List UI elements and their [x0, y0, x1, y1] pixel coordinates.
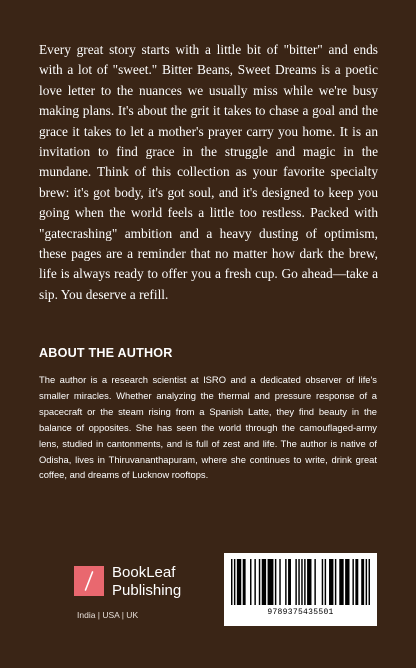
publisher-regions: India | USA | UK	[77, 610, 139, 620]
barcode-bar	[250, 559, 251, 605]
barcode-bar	[231, 559, 232, 605]
barcode-bar	[285, 559, 286, 605]
barcode-bar	[268, 559, 274, 605]
barcode-bar	[322, 559, 323, 605]
isbn-number: 9789375435501	[267, 608, 334, 617]
publisher-name-line1: BookLeaf	[112, 564, 176, 581]
barcode-bar	[254, 559, 255, 605]
barcode-bars	[231, 559, 370, 605]
slash-mark-icon	[74, 566, 104, 596]
barcode-bar	[366, 559, 367, 605]
barcode-bar	[288, 559, 291, 605]
about-author-heading: ABOUT THE AUTHOR	[39, 346, 173, 360]
barcode-bar	[314, 559, 315, 605]
barcode-bar	[361, 559, 364, 605]
barcode-bar	[259, 559, 260, 605]
about-author-text: The author is a research scientist at ISRO and a dedicated observer of life's smaller miracles. Whether analyzing the thermal and pressure response of a spacecraft or the steam rising from a Spanish Latte, they find beauty in the balance of opposites. She has seen the world through the camouflaged-army lens, studied in cantonments, and is full of zest and life. The author is native of Odisha, lives in Thiruvananthapuram, where she continues to write, drink great coffee, and dreams of Lucknow rooftops.	[39, 374, 377, 481]
barcode-bar	[329, 559, 333, 605]
barcode-bar	[352, 559, 353, 605]
barcode-bar	[237, 559, 241, 605]
barcode-bar	[275, 559, 276, 605]
barcode-bar	[335, 559, 336, 605]
barcode-bar	[307, 559, 311, 605]
barcode-bar	[339, 559, 343, 605]
isbn-barcode	[224, 553, 377, 626]
book-blurb: Every great story starts with a little bit of "bitter" and ends with a lot of "sweet." Bitter Beans, Sweet Dreams is a poetic love letter to the nuances we usually miss while we're busy making plans. It's about the grit it takes to chase a goal and the grace it takes to let a mother's prayer carry you home. It is an invitation to find grace in the struggle and magic in the mundane. Think of this collection as your favorite specialty brew: it's got body, it's got soul, and it's designed to keep you going when the world feels a little too restless. Packed with "gatecrashing" ambition and a heavy dusting of optimism, these pages are a reminder that no matter how dark the brew, life is always ready to offer you a fresh cup. Go ahead—take a sip. You deserve a refill.	[39, 42, 378, 302]
barcode-bar	[279, 559, 280, 605]
publisher-logo	[74, 566, 194, 632]
barcode-bar	[345, 559, 349, 605]
barcode-bar	[369, 559, 370, 605]
barcode-bar	[295, 559, 296, 605]
barcode-bar	[243, 559, 246, 605]
barcode-bar	[304, 559, 305, 605]
barcode-bar	[325, 559, 326, 605]
barcode-bar	[355, 559, 358, 605]
barcode-bar	[298, 559, 299, 605]
publisher-name-line2: Publishing	[112, 582, 182, 599]
barcode-bar	[262, 559, 266, 605]
barcode-bar	[301, 559, 302, 605]
barcode-bar	[234, 559, 235, 605]
